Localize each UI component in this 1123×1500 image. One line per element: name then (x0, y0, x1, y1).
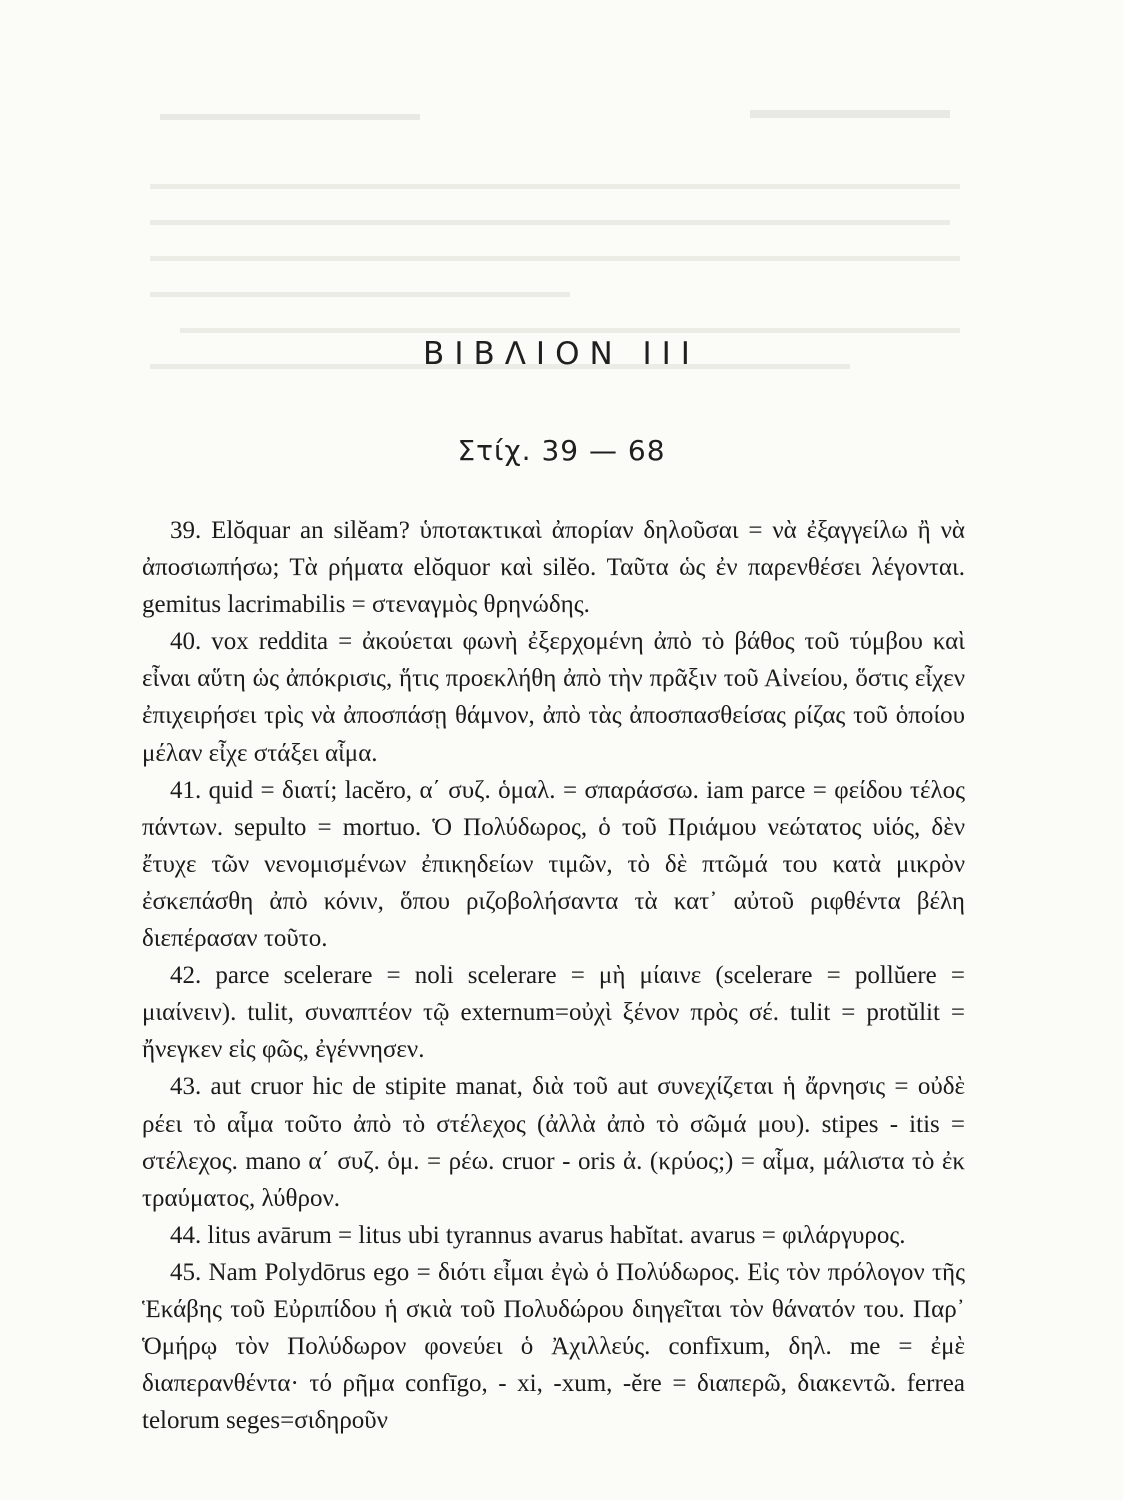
commentary-verse-45: 45. Nam Polydōrus ego = διότι εἶμαι ἐγὼ ὁ Πολύδωρος. Εἰς τὸν πρόλογον τῆς Ἑκάβης τοῦ Εὐριπίδου ἡ σκιὰ τοῦ Πολυδώρου διηγεῖται τὸν θάνατόν του. Παρ᾽ Ὁμήρῳ τὸν Πολύδωρον φονεύει ὁ Ἀχιλλεύς. confīxum, δηλ. me = ἐμὲ διαπερανθέντα· τό ρῆμα confīgo, - xi, -xum, -ĕre = διαπερῶ, διακεντῶ. ferrea telorum seges=σιδηροῦν (142, 1258, 965, 1435)
commentary-verse-42: 42. parce scelerare = noli scelerare = μὴ μίαινε (scelerare = pollŭere = μιαίνειν). tulit, συναπτέον τῷ externum=οὐχὶ ξένον πρὸς σέ. tulit = protŭlit = ἤνεγκεν εἰς φῶς, ἐγέννησεν. (142, 962, 965, 1064)
commentary-verse-43: 43. aut cruor hic de stipite manat, διὰ τοῦ aut συνεχίζεται ἡ ἄρνησις = οὐδὲ ρέει τὸ αἷμα τοῦτο ἀπὸ τὸ στέλεχος (ἀλλὰ ἀπὸ τὸ σῶμά μου). stipes - itis = στέλεχος. mano α΄ συζ. ὁμ. = ρέω. cruor - oris ἀ. (κρύος;) = αἷμα, μάλιστα τὸ ἐκ τραύματος, λύθρον. (142, 1073, 965, 1212)
show-through-lines (150, 98, 980, 138)
commentary-body (142, 512, 965, 1439)
commentary-verse-41: 41. quid = διατί; lacĕro, α΄ συζ. ὁμαλ. = σπαράσσω. iam parce = φείδου τέλος πάντων. sepulto = mortuo. Ὁ Πολύδωρος, ὁ τοῦ Πριάμου νεώτατος υἱός, δὲν ἔτυχε τῶν νενομισμένων ἐπικηδείων τιμῶν, τὸ δὲ πτῶμά του κατὰ μικρὸν ἐσκεπάσθη ἀπὸ κόνιν, ὅπου ριζοβολήσαντα τὰ κατ᾽ αὐτοῦ ριφθέντα βέλη διεπέρασαν τοῦτο. (142, 776, 965, 953)
show-through-texture (150, 98, 980, 138)
commentary-verse-40: 40. vox reddita = ἀκούεται φωνὴ ἐξερχομένη ἀπὸ τὸ βάθος τοῦ τύμβου καὶ εἶναι αὕτη ὡς ἀπόκρισις, ἥτις προεκλήθη ἀπὸ τὴν πρᾶξιν τοῦ Αἰνείου, ὅστις εἶχεν ἐπιχειρήσει τρὶς νὰ ἀποσπάσῃ θάμνον, ἀπὸ τὰς ἀποσπασθείσας ρίζας τοῦ ὁποίου μέλαν εἶχε στάξει αἷμα. (142, 628, 965, 767)
book-title: ΒΙΒΛΙΟΝ III (423, 336, 700, 372)
verses-range-title: Στίχ. 39 — 68 (457, 434, 666, 467)
commentary-verse-44: 44. litus avārum = litus ubi tyrannus avarus habĭtat. avarus = φιλάργυρος. (170, 1221, 906, 1249)
commentary-verse-39: 39. Elŏquar an silĕam? ὑποτακτικαὶ ἀπορίαν δηλοῦσαι = νὰ ἐξαγγείλω ἢ νὰ ἀποσιωπήσω; Τὰ ρήματα elŏquor καὶ silĕo. Ταῦτα ὡς ἐν παρενθέσει λέγονται. gemitus lacrimabilis = στεναγμὸς θρηνώδης. (142, 517, 965, 619)
